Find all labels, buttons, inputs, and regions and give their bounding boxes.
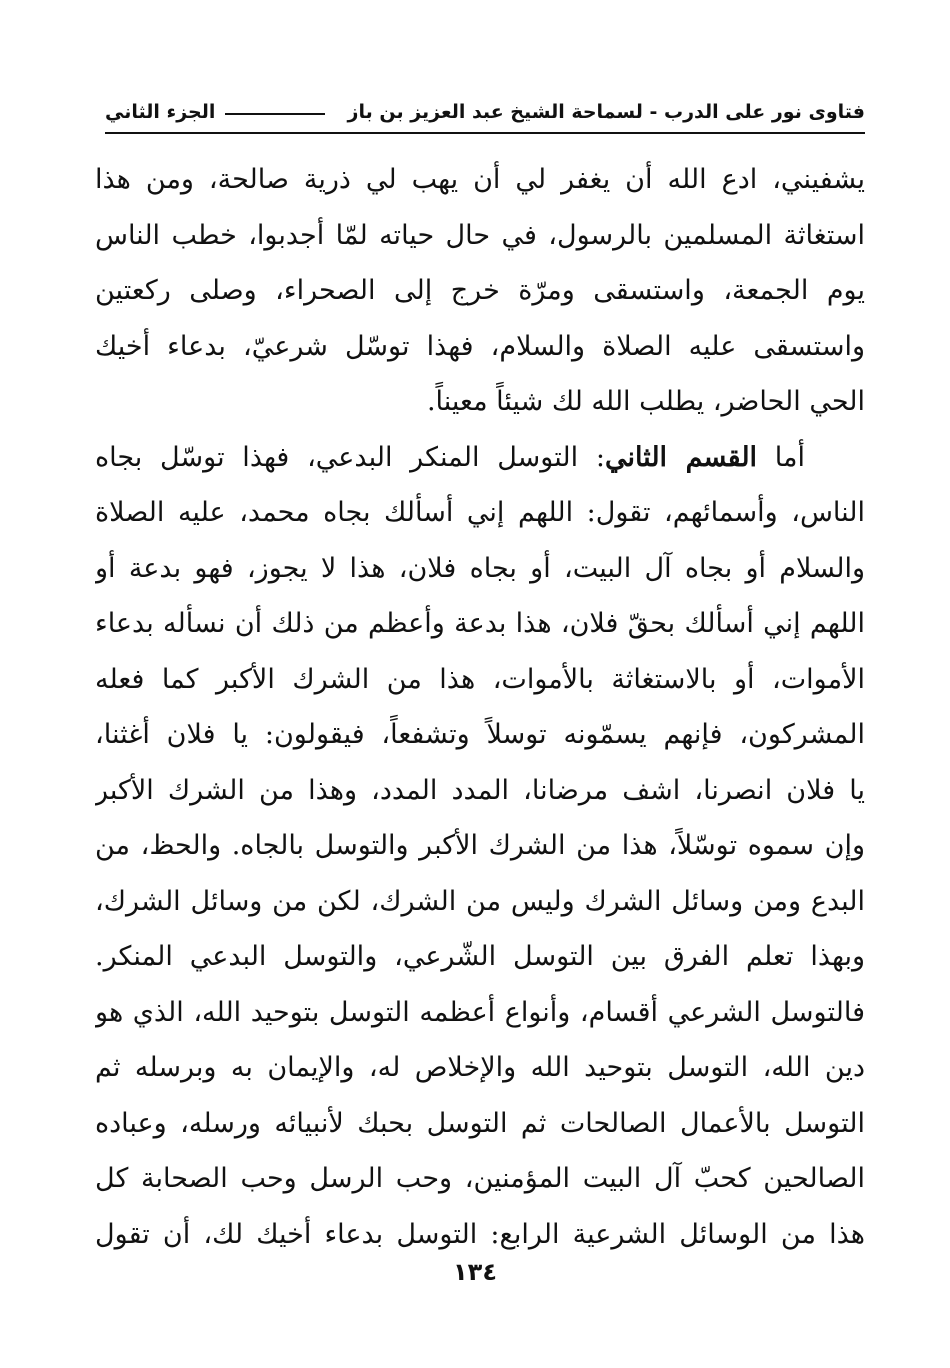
text-line: يا فلان انصرنا، اشف مرضانا، المدد المدد، وهذا من الشرك الأكبر [95,774,865,806]
text-line: وإن سموه توسّلاً، هذا من الشرك الأكبر والتوسل بالجاه. والحظ، من [95,830,865,861]
text-line: وبهذا تعلم الفرق بين التوسل الشّرعي، والتوسل البدعي المنكر. [95,941,865,972]
book-title: فتاوى نور على الدرب - لسماحة الشيخ عبد العزيز بن باز [347,101,865,123]
text-line: الحي الحاضر، يطلب الله لك شيئاً معيناً. [426,386,865,417]
text-line: الأموات، أو بالاستغاثة بالأموات، هذا من الشرك الأكبر كما فعله [95,663,865,695]
paragraph-start-line [95,430,865,486]
header-left-group [105,101,335,123]
page-number: ١٣٤ [453,1258,497,1286]
text-line: التوسل بالأعمال الصالحات ثم التوسل بحبك لأنبيائه ورسله، وعباده [95,1107,865,1139]
volume-label: الجزء الثاني [105,101,216,123]
text-line: البدع ومن وسائل الشرك وليس من الشرك، لكن من وسائل الشرك، [95,885,865,917]
text-line: يشفيني، ادع الله أن يغفر لي أن يهب لي ذرية صالحة، ومن هذا [95,164,865,195]
text-line: الصالحين كحبّ آل البيت المؤمنين، وحب الرسل وحب الصحابة كل [95,1163,865,1194]
text-line: اللهم إني أسألك بحقّ فلان، هذا بدعة وأعظم من ذلك أن نسأله بدعاء [95,608,865,639]
header-divider [105,132,865,134]
running-header [105,92,865,132]
text-line: فالتوسل الشرعي أقسام، وأنواع أعظمه التوسل بتوحيد الله، الذي هو [95,996,865,1028]
body-text [95,152,865,1262]
text-line: الناس، وأسمائهم، تقول: اللهم إني أسألك بجاه محمد، عليه الصلاة [95,497,865,528]
text-line: هذا من الوسائل الشرعية الرابع: التوسل بدعاء أخيك لك، أن تقول [95,1218,865,1250]
text-line: المشركون، فإنهم يسمّونه توسلاً وتشفعاً، فيقولون: يا فلان أغثنا، [95,719,865,750]
text-line: واستسقى عليه الصلاة والسلام، فهذا توسّل شرعيّ، بدعاء أخيك [95,330,865,362]
text-line: دين الله، التوسل بتوحيد الله والإخلاص له، والإيمان به وبرسله ثم [95,1052,865,1083]
header-dash-rule [225,113,325,115]
text-line: يوم الجمعة، واستسقى ومرّة خرج إلى الصحراء، وصلى ركعتين [95,275,865,306]
text-line: والسلام أو بجاه آل البيت، أو بجاه فلان، هذا لا يجوز، فهو بدعة أو [95,552,865,584]
para-rest: : التوسل المنكر البدعي، فهذا توسّل بجاه [95,441,605,473]
para-lead: أما [774,441,805,473]
text-line: استغاثة المسلمين بالرسول، في حال حياته لمّا أجدبوا، خطب الناس [95,219,865,251]
section-heading-inline: القسم الثاني [604,441,758,473]
